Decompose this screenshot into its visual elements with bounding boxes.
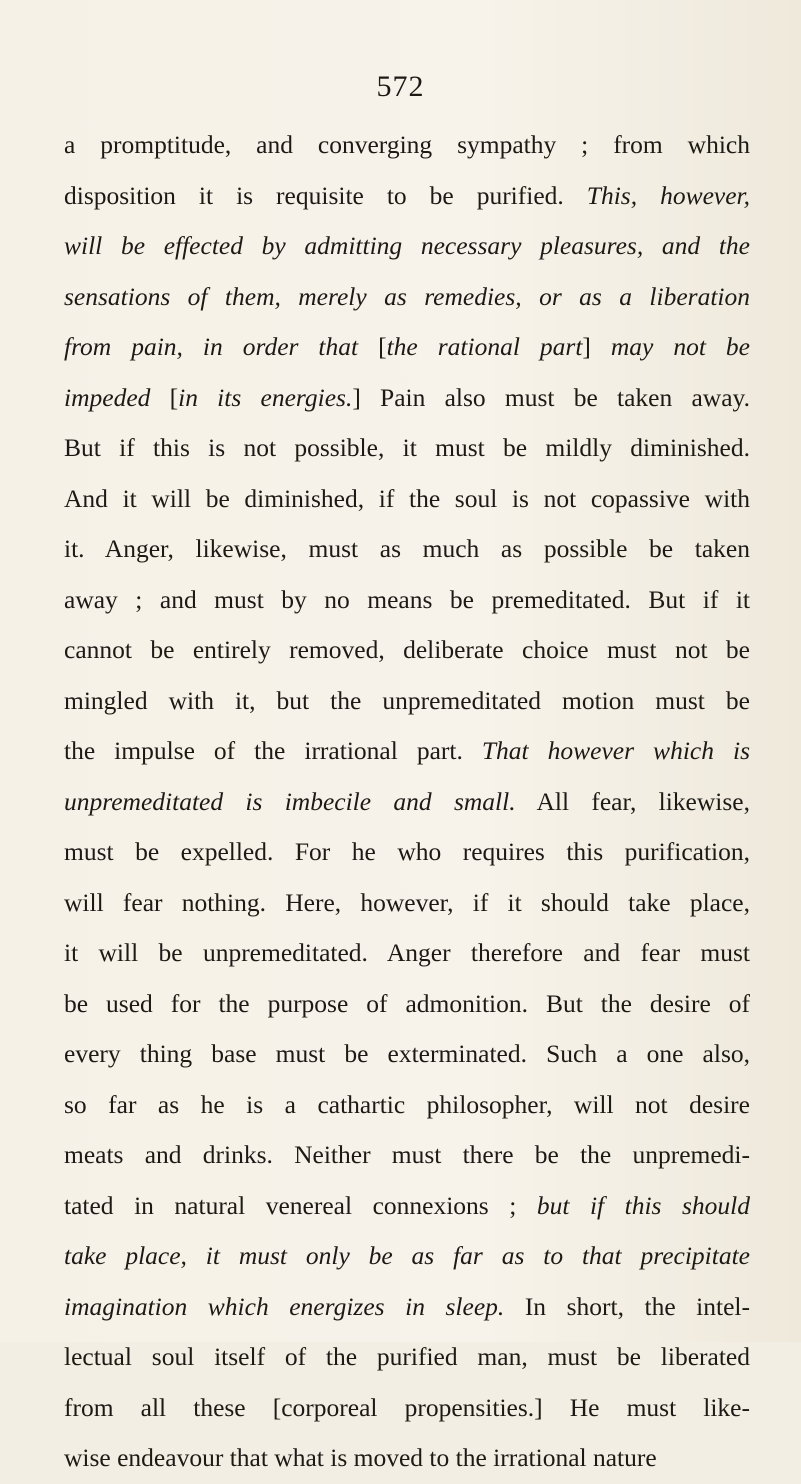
text-line [64, 120, 750, 171]
text-segment: it. Anger, likewise, must as much as possible be taken [64, 534, 750, 563]
text-segment: wise endeavour that what is moved to the irrational nature [64, 1443, 657, 1472]
text-segment: it will be unpremeditated. Anger therefore and fear must [64, 938, 750, 967]
text-segment: But if this is not possible, it must be mildly diminished. [64, 433, 750, 462]
italic-text-segment: impeded [64, 382, 170, 412]
text-line [64, 1029, 750, 1080]
text-segment: a promptitude, and converging sympathy ; from which [64, 130, 750, 159]
text-line [64, 1181, 750, 1232]
text-line [64, 221, 750, 272]
text-line [64, 1383, 750, 1434]
text-segment: so far as he is a cathartic philosopher, will not desire [64, 1089, 750, 1119]
text-line [64, 676, 750, 727]
text-segment: tated in natural venereal connexions ; [64, 1190, 537, 1220]
text-line [64, 1282, 750, 1333]
text-line [64, 827, 750, 878]
text-line [64, 726, 750, 777]
text-line [64, 777, 750, 828]
italic-text-segment: This, however, [586, 180, 751, 210]
text-line [64, 423, 750, 474]
text-line [64, 1130, 750, 1181]
text-segment: In short, the intel- [504, 1291, 750, 1321]
text-line [64, 928, 750, 979]
text-line [64, 575, 750, 626]
text-segment: every thing base must be exterminated. Such a one also, [64, 1039, 750, 1068]
body-text [64, 120, 750, 1484]
text-line [64, 1080, 750, 1131]
text-line [64, 1231, 750, 1282]
text-segment: be used for the purpose of admonition. But the desire of [64, 988, 750, 1018]
text-segment: ] Pain also must be taken away. [352, 382, 750, 412]
italic-text-segment: take place, it must only be as far as to that precipitate [64, 1241, 750, 1270]
text-line [64, 1332, 750, 1383]
text-segment: must be expelled. For he who requires this purification, [64, 837, 750, 866]
text-segment: away ; and must by no means be premeditated. But if it [64, 584, 750, 614]
text-line [64, 979, 750, 1030]
italic-text-segment: may not be [590, 332, 750, 361]
text-segment: cannot be entirely removed, deliberate choice must not be [64, 635, 750, 664]
italic-text-segment: imagination which energizes in sleep. [64, 1291, 505, 1321]
text-segment: And it will be diminished, if the soul is not copassive with [64, 483, 750, 513]
italic-text-segment: unpremeditated is imbecile and small. [64, 786, 516, 816]
text-segment: lectual soul itself of the purified man, must be liberated [64, 1342, 750, 1371]
text-line [64, 1433, 750, 1484]
text-segment: meats and drinks. Neither must there be the unpremedi- [64, 1140, 750, 1169]
text-line [64, 322, 750, 373]
text-line [64, 474, 750, 525]
text-line [64, 878, 750, 929]
page-number: 572 [376, 70, 425, 103]
italic-text-segment: sensations of them, merely as remedies, or as a liberation [64, 281, 750, 311]
italic-text-segment: the rational part [386, 332, 583, 361]
text-segment: mingled with it, but the unpremeditated motion must be [64, 685, 750, 715]
text-line [64, 171, 750, 222]
italic-text-segment: That however which is [481, 736, 750, 765]
text-segment: disposition it is requisite to be purified. [64, 180, 587, 210]
italic-text-segment: will be effected by admitting necessary pleasures, and the [64, 231, 750, 260]
italic-text-segment: from pain, in order that [64, 332, 379, 361]
italic-text-segment: but if this should [536, 1190, 750, 1220]
text-line [64, 524, 750, 575]
text-segment: All fear, likewise, [515, 786, 750, 816]
text-segment: from all these [corporeal propensities.] He must like- [64, 1392, 750, 1422]
text-segment: [ [169, 382, 179, 412]
text-line [64, 272, 750, 323]
italic-text-segment: in its energies. [178, 382, 353, 412]
text-line [64, 625, 750, 676]
text-segment: will fear nothing. Here, however, if it should take place, [64, 887, 750, 917]
text-segment: ] [582, 332, 591, 361]
text-segment: the impulse of the irrational part. [64, 736, 482, 765]
text-segment: [ [378, 332, 387, 361]
text-line [64, 373, 750, 424]
